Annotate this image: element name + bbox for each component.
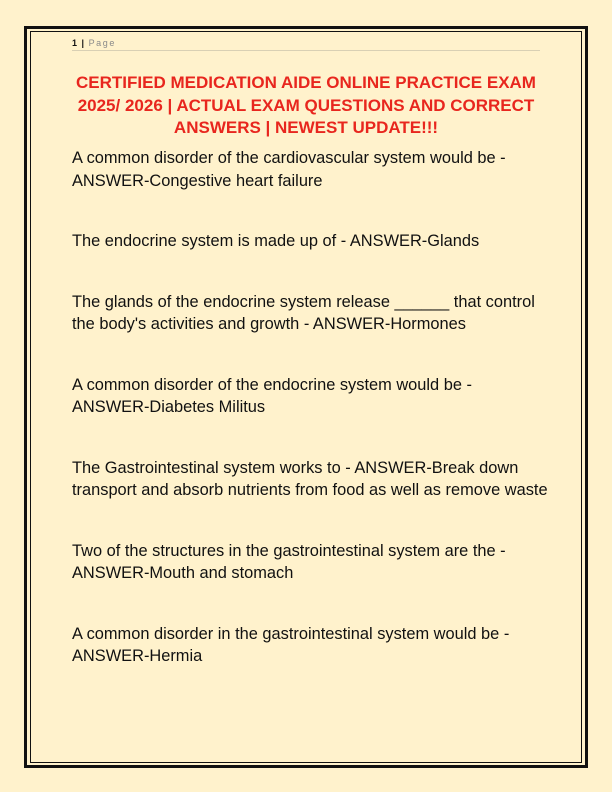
question-answer-item: Two of the structures in the gastrointestinal system are the - ANSWER-Mouth and stomach: [72, 541, 506, 582]
question-answer-item: A common disorder of the endocrine system would be - ANSWER-Diabetes Militus: [72, 375, 472, 416]
page-header-separator: |: [81, 38, 85, 48]
question-answer-item: A common disorder in the gastrointestinal system would be - ANSWER-Hermia: [72, 624, 510, 665]
document-title: CERTIFIED MEDICATION AIDE ONLINE PRACTICE EXAM 2025/ 2026 | ACTUAL EXAM QUESTIONS AND CORRECT ANSWERS | NEWEST UPDATE!!!: [76, 73, 536, 137]
question-list: [72, 147, 550, 706]
question-answer-item: A common disorder of the cardiovascular system would be - ANSWER-Congestive heart failure: [72, 149, 506, 190]
question-answer-item: The endocrine system is made up of - ANSWER-Glands: [72, 232, 480, 250]
question-answer-item: The glands of the endocrine system release ______ that control the body's activities and growth - ANSWER-Hormones: [72, 292, 535, 333]
page-number: 1: [72, 38, 78, 48]
page-label: Page: [88, 38, 116, 48]
question-answer-item: The Gastrointestinal system works to - ANSWER-Break down transport and absorb nutrients from food as well as remove waste: [72, 458, 548, 499]
page-header: [72, 37, 540, 51]
